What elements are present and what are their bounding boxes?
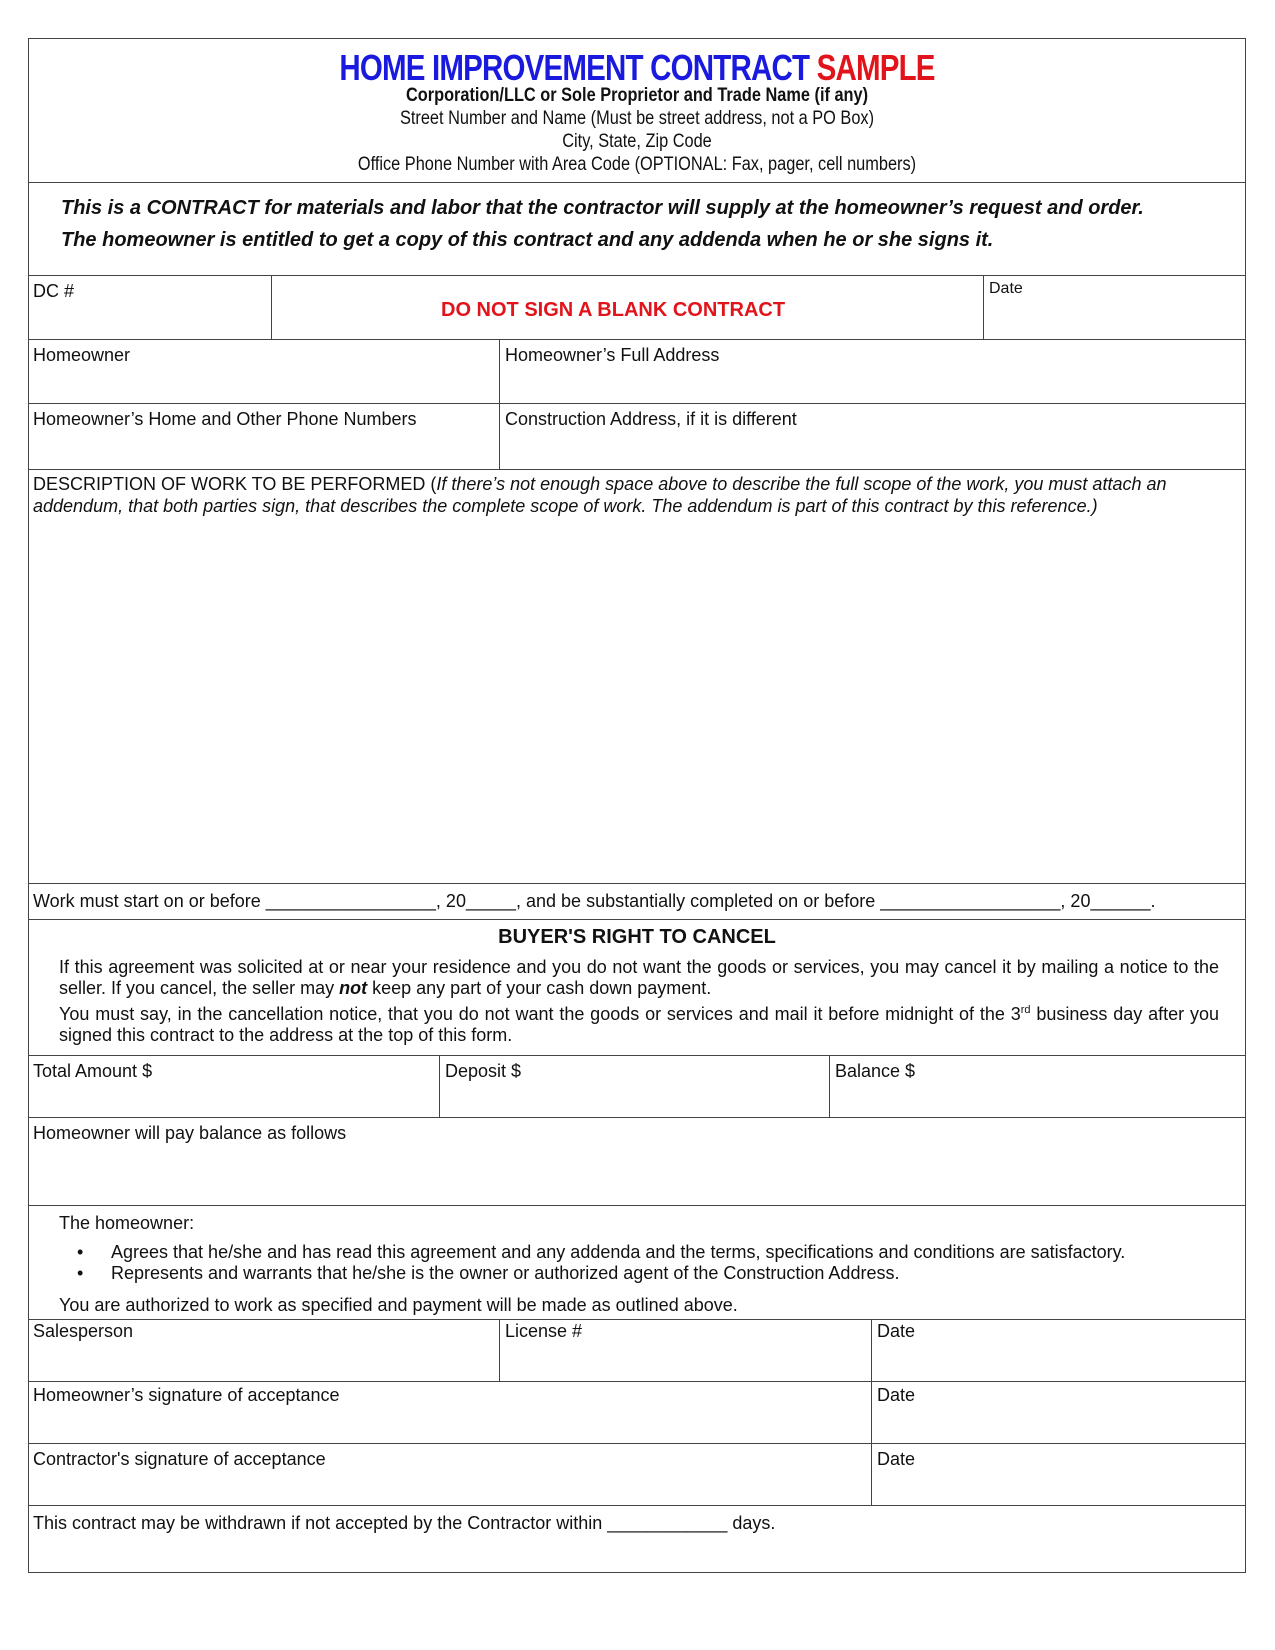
divider — [29, 1505, 1245, 1506]
bullet-icon: • — [77, 1263, 84, 1283]
cancel-paragraph-2 — [59, 1004, 1219, 1046]
cancel-paragraph-1 — [59, 957, 1219, 999]
divider — [29, 1381, 1245, 1382]
authorization-statement: You are authorized to work as specified and payment will be made as outlined above. — [59, 1295, 738, 1315]
dc-date-label: Date — [989, 280, 1023, 297]
cancel-p2-text-end: business day after you signed this contract to the address at the top of this form. — [59, 1004, 1219, 1045]
payment-terms-label: Homeowner will pay balance as follows — [33, 1123, 347, 1143]
city-state-zip-line: City, State, Zip Code — [562, 131, 712, 152]
intro-line-1: This is a CONTRACT for materials and labor that the contractor will supply at the homeowner’s request and order. — [61, 197, 1144, 219]
contractor-signature-date-label: Date — [877, 1449, 916, 1469]
salesperson-label: Salesperson — [33, 1321, 134, 1341]
terms-bullet-1 — [77, 1242, 1125, 1263]
title-main: HOME IMPROVEMENT CONTRACT — [339, 47, 810, 88]
homeowner-signature-date-label: Date — [877, 1385, 916, 1405]
company-name-line: Corporation/LLC or Sole Proprietor and Trade Name (if any) — [405, 85, 869, 106]
divider — [499, 1319, 500, 1381]
description-note: If there’s not enough space above to describe the full scope of the work, you must attach an addendum, that both parties sign, that describes the complete scope of work. The addendum is part of this contract by this reference.) — [33, 474, 1167, 516]
construction-address-label: Construction Address, if it is different — [505, 409, 797, 429]
divider — [29, 1055, 1245, 1056]
divider — [29, 403, 1245, 404]
title-accent: SAMPLE — [816, 47, 935, 88]
divider — [29, 339, 1245, 340]
blank-contract-warning: DO NOT SIGN A BLANK CONTRACT — [441, 299, 786, 321]
divider — [29, 1117, 1245, 1118]
schedule-line: Work must start on or before _________________, 20_____, and be substantially completed on or before __________________, 20______. — [33, 891, 1156, 911]
divider — [271, 275, 272, 339]
balance-label: Balance $ — [835, 1061, 916, 1081]
withdrawal-terms: This contract may be withdrawn if not accepted by the Contractor within ____________ days. — [33, 1513, 776, 1533]
homeowner-address-label: Homeowner’s Full Address — [505, 345, 720, 365]
work-description-area[interactable] — [29, 469, 1245, 883]
divider — [983, 275, 984, 339]
bullet-icon: • — [77, 1242, 84, 1262]
dc-number-label: DC # — [33, 281, 75, 301]
deposit-label: Deposit $ — [445, 1061, 522, 1081]
office-phone-line: Office Phone Number with Area Code (OPTIONAL: Fax, pager, cell numbers) — [357, 154, 917, 175]
cancel-p2-superscript: rd — [1020, 1004, 1031, 1016]
divider — [499, 339, 500, 469]
divider — [29, 275, 1245, 276]
terms-bullet-2-text: Represents and warrants that he/she is the owner or authorized agent of the Construction Address. — [111, 1263, 900, 1283]
cancel-p1-emphasis: not — [339, 978, 368, 998]
homeowner-phone-label: Homeowner’s Home and Other Phone Numbers — [33, 409, 417, 429]
document-title — [138, 47, 1135, 89]
divider — [29, 1443, 1245, 1444]
homeowner-terms-intro: The homeowner: — [59, 1213, 195, 1233]
contract-form — [28, 38, 1246, 1573]
cancel-p2-text: You must say, in the cancellation notice, that you do not want the goods or services and mail it before midnight of the 3 — [59, 1004, 1021, 1024]
license-label: License # — [505, 1321, 583, 1341]
contractor-signature-label: Contractor's signature of acceptance — [33, 1449, 326, 1469]
cancel-p1-text-end: keep any part of your cash down payment. — [367, 978, 712, 998]
homeowner-signature-label: Homeowner’s signature of acceptance — [33, 1385, 340, 1405]
description-heading: DESCRIPTION OF WORK TO BE PERFORMED ( — [33, 474, 437, 494]
intro-line-2: The homeowner is entitled to get a copy of this contract and any addenda when he or she signs it. — [61, 229, 994, 251]
divider — [871, 1319, 872, 1505]
total-amount-label: Total Amount $ — [33, 1061, 153, 1081]
terms-bullet-2 — [77, 1263, 899, 1284]
cancel-section — [29, 919, 1245, 1055]
divider — [29, 182, 1245, 183]
divider — [29, 883, 1245, 884]
cancel-p1-text: If this agreement was solicited at or near your residence and you do not want the goods or services, you may cancel it by mailing a notice to the seller. If you cancel, the seller may — [59, 957, 1219, 998]
divider — [29, 1319, 1245, 1320]
dc-number-field[interactable] — [273, 294, 981, 338]
terms-bullet-1-text: Agrees that he/she and has read this agreement and any addenda and the terms, specifications and conditions are satisfactory. — [111, 1242, 1126, 1262]
divider — [829, 1055, 830, 1117]
work-description-label — [33, 473, 1183, 517]
street-address-line: Street Number and Name (Must be street address, not a PO Box) — [399, 108, 875, 129]
divider — [29, 1205, 1245, 1206]
homeowner-label: Homeowner — [33, 345, 131, 365]
divider — [439, 1055, 440, 1117]
cancel-title: BUYER'S RIGHT TO CANCEL — [498, 926, 776, 948]
salesperson-date-label: Date — [877, 1321, 916, 1341]
